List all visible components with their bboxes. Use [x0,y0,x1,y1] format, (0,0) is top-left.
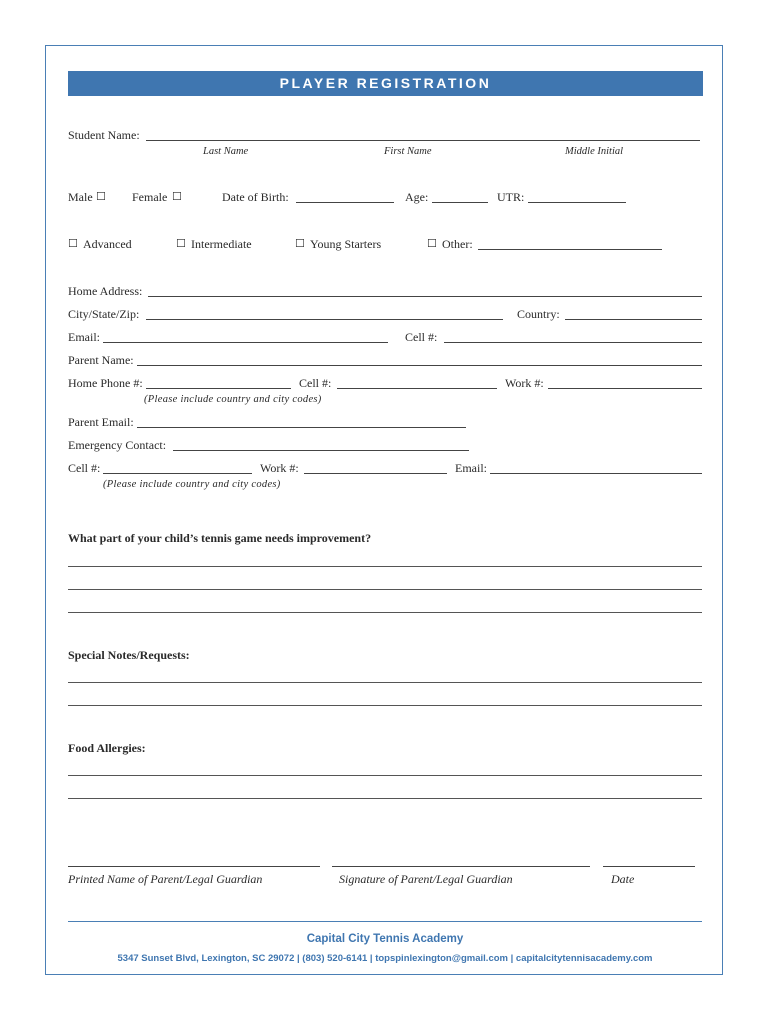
home-address-label: Home Address: [68,284,143,298]
male-checkbox[interactable]: ☐ [96,190,106,203]
improvement-line-1[interactable] [68,566,702,567]
age-label: Age: [405,190,429,204]
home-phone-field[interactable] [146,388,291,389]
parent-email-label: Parent Email: [68,415,134,429]
female-label: Female [132,190,168,204]
notes-line-2[interactable] [68,705,702,706]
footer-org-name: Capital City Tennis Academy [306,933,464,945]
emergency-email-field[interactable] [490,473,702,474]
notes-line-1[interactable] [68,682,702,683]
advanced-label: Advanced [83,237,132,251]
student-name-label: Student Name: [68,128,140,142]
utr-label: UTR: [497,190,525,204]
city-state-zip-label: City/State/Zip: [68,307,140,321]
advanced-checkbox[interactable]: ☐ [68,237,78,250]
form-border [45,45,723,975]
emergency-contact-label: Emergency Contact: [68,438,167,452]
emergency-cell-field[interactable] [103,473,252,474]
allergies-line-2[interactable] [68,798,702,799]
signature-field[interactable] [332,866,590,867]
footer-divider [68,921,702,922]
home-phone-label: Home Phone #: [68,376,143,390]
email-label: Email: [68,330,100,344]
food-allergies-heading: Food Allergies: [68,741,146,755]
work-label: Work #: [505,376,544,390]
parent-name-label: Parent Name: [68,353,134,367]
emergency-contact-field[interactable] [173,450,469,451]
country-field[interactable] [565,319,702,320]
codes-note: (Please include country and city codes) [144,394,322,405]
other-checkbox[interactable]: ☐ [427,237,437,250]
intermediate-checkbox[interactable]: ☐ [176,237,186,250]
utr-field[interactable] [528,202,626,203]
work-field[interactable] [548,388,702,389]
parent-name-field[interactable] [137,365,702,366]
student-name-field[interactable] [146,140,700,141]
young-starters-checkbox[interactable]: ☐ [295,237,305,250]
improvement-question: What part of your child’s tennis game needs improvement? [68,531,372,545]
footer-contact-details: 5347 Sunset Blvd, Lexington, SC 29072 | (803) 520-6141 | topspinlexington@gmail.com | capitalcitytennisacademy.com [117,953,653,964]
improvement-line-2[interactable] [68,589,702,590]
city-state-zip-field[interactable] [146,319,503,320]
middle-initial-caption: Middle Initial [565,146,624,157]
dob-label: Date of Birth: [222,190,289,204]
other-label: Other: [442,237,473,251]
printed-name-caption: Printed Name of Parent/Legal Guardian [68,872,263,886]
parent-cell-field[interactable] [337,388,497,389]
email-field[interactable] [103,342,388,343]
male-label: Male [68,190,93,204]
form-title: PLAYER REGISTRATION [68,71,703,96]
parent-email-field[interactable] [137,427,466,428]
country-label: Country: [517,307,560,321]
cell-field[interactable] [444,342,702,343]
date-caption: Date [611,872,635,886]
dob-field[interactable] [296,202,394,203]
young-starters-label: Young Starters [310,237,382,251]
first-name-caption: First Name [384,146,432,157]
emergency-email-label: Email: [455,461,487,475]
emergency-work-label: Work #: [260,461,299,475]
date-field[interactable] [603,866,695,867]
home-address-field[interactable] [148,296,702,297]
special-notes-heading: Special Notes/Requests: [68,648,190,662]
printed-name-field[interactable] [68,866,320,867]
age-field[interactable] [432,202,488,203]
last-name-caption: Last Name [203,146,249,157]
intermediate-label: Intermediate [191,237,252,251]
female-checkbox[interactable]: ☐ [172,190,182,203]
emergency-work-field[interactable] [304,473,447,474]
other-field[interactable] [478,249,662,250]
codes-note-2: (Please include country and city codes) [103,479,281,490]
allergies-line-1[interactable] [68,775,702,776]
parent-cell-label: Cell #: [299,376,332,390]
signature-caption: Signature of Parent/Legal Guardian [339,872,513,886]
improvement-line-3[interactable] [68,612,702,613]
cell-label: Cell #: [405,330,438,344]
emergency-cell-label: Cell #: [68,461,101,475]
